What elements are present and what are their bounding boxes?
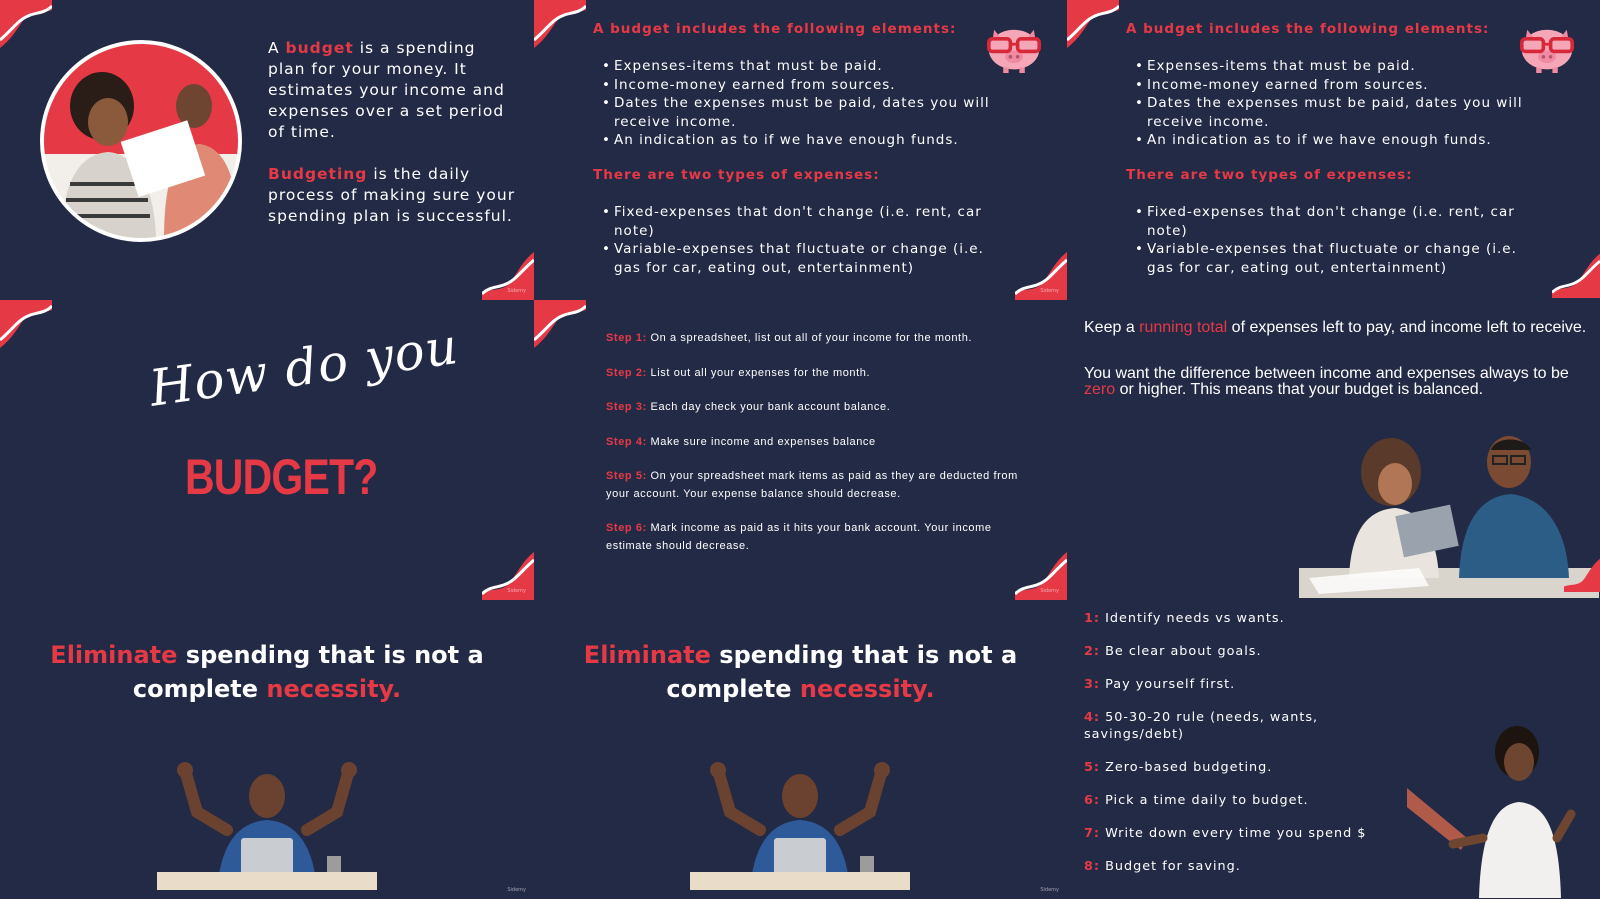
- list-item: 3: Pay yourself first.: [1084, 677, 1236, 692]
- list-item: 8: Budget for saving.: [1084, 859, 1241, 874]
- photo-man-celebrating-at-laptop: [157, 760, 377, 890]
- photo-couple-reviewing-papers: [40, 40, 242, 242]
- list-item: 2: Be clear about goals.: [1084, 644, 1262, 659]
- brand-watermark: Sidemy: [507, 288, 526, 294]
- list-item: • Expenses-items that must be paid.: [602, 57, 1002, 76]
- photo-woman-with-laptop: [1407, 718, 1577, 898]
- elements-heading: A budget includes the following elements:: [1126, 21, 1490, 37]
- wave-corner-decoration: [1067, 0, 1119, 52]
- how-do-you-script-text: How do you: [145, 317, 462, 418]
- list-item: • Variable-expenses that fluctuate or change (i.e. gas for car, eating out, entertainment): [1135, 240, 1535, 277]
- expense-types-list: [1135, 203, 1535, 277]
- list-item: • Fixed-expenses that don't change (i.e. rent, car note): [1135, 203, 1535, 240]
- balanced-budget-paragraph: You want the difference between income and expenses always to be zero or higher. This means that your budget is balanced.: [1084, 365, 1569, 398]
- list-item: • Dates the expenses must be paid, dates you will receive income.: [602, 94, 1002, 131]
- brand-watermark: Sidemy: [1040, 887, 1059, 893]
- list-item: • Income-money earned from sources.: [602, 76, 1002, 95]
- slide-budget-definition: [0, 0, 534, 300]
- step-item: Step 6: Mark income as paid as it hits your bank account. Your income estimate should decrease.: [606, 522, 992, 552]
- photo-man-celebrating-at-laptop: [690, 760, 910, 890]
- slide-running-total: [1067, 300, 1600, 600]
- wave-corner-decoration: [0, 300, 52, 352]
- budgeting-definition-paragraph: Budgeting is the daily process of making sure your spending plan is successful.: [268, 165, 516, 225]
- list-item: 4: 50-30-20 rule (needs, wants, savings/debt): [1084, 710, 1319, 742]
- list-item: 1: Identify needs vs wants.: [1084, 611, 1285, 626]
- budget-definition-paragraph: A budget is a spending plan for your money. It estimates your income and expenses over a set period of time.: [268, 39, 505, 141]
- list-item: 5: Zero-based budgeting.: [1084, 760, 1273, 775]
- slide-eliminate-spending-copy: [534, 600, 1067, 899]
- running-total-paragraph: Keep a running total of expenses left to pay, and income left to receive.: [1084, 319, 1587, 336]
- wave-corner-decoration: [0, 0, 52, 52]
- wave-corner-decoration: [534, 300, 586, 352]
- expense-types-list: [602, 203, 1002, 277]
- list-item: 6: Pick a time daily to budget.: [1084, 793, 1309, 808]
- slide-budget-elements: [534, 0, 1067, 300]
- budget-question-heading: BUDGET?: [185, 449, 378, 505]
- wave-corner-decoration: [1564, 548, 1600, 600]
- steps-list: [606, 330, 1026, 572]
- budget-tips-list: [1084, 610, 1374, 891]
- elements-heading: A budget includes the following elements:: [593, 21, 957, 37]
- slide-budget-elements-copy: [1067, 0, 1600, 300]
- photo-couple-with-tablet: [1299, 418, 1599, 598]
- eliminate-spending-heading: Eliminate spending that is not a complete necessity.: [50, 641, 484, 703]
- brand-watermark: Sidemy: [1040, 588, 1059, 594]
- list-item: • An indication as to if we have enough funds.: [1135, 131, 1535, 150]
- list-item: • Income-money earned from sources.: [1135, 76, 1535, 95]
- expense-types-heading: There are two types of expenses:: [1126, 167, 1413, 183]
- step-item: Step 3: Each day check your bank account balance.: [606, 401, 891, 413]
- brand-watermark: Sidemy: [507, 588, 526, 594]
- step-item: Step 4: Make sure income and expenses balance: [606, 435, 876, 448]
- step-item: Step 2: List out all your expenses for the month.: [606, 366, 871, 379]
- eliminate-spending-heading: Eliminate spending that is not a complete necessity.: [583, 641, 1018, 703]
- brand-watermark: Sidemy: [1040, 288, 1059, 294]
- wave-corner-decoration: [1552, 248, 1600, 300]
- brand-watermark: Sidemy: [507, 887, 526, 893]
- slide-budget-steps: [534, 300, 1067, 600]
- list-item: 7: Write down every time you spend $: [1084, 826, 1367, 841]
- step-item: Step 1: On a spreadsheet, list out all of your income for the month.: [606, 332, 973, 344]
- list-item: • An indication as to if we have enough funds.: [602, 131, 1002, 150]
- expense-types-heading: There are two types of expenses:: [593, 167, 880, 183]
- step-item: Step 5: On your spreadsheet mark items as paid as they are deducted from your account. Your expense balance should decrease.: [606, 470, 1018, 500]
- elements-list: [1135, 57, 1535, 150]
- piggy-bank-icon: [1511, 14, 1583, 78]
- piggy-bank-icon: [978, 14, 1050, 78]
- list-item: • Dates the expenses must be paid, dates you will receive income.: [1135, 94, 1535, 131]
- budget-definition-text: [268, 38, 518, 248]
- list-item: • Variable-expenses that fluctuate or change (i.e. gas for car, eating out, entertainment): [602, 240, 1002, 277]
- list-item: • Fixed-expenses that don't change (i.e. rent, car note): [602, 203, 1002, 240]
- wave-corner-decoration: [534, 0, 586, 52]
- list-item: • Expenses-items that must be paid.: [1135, 57, 1535, 76]
- elements-list: [602, 57, 1002, 150]
